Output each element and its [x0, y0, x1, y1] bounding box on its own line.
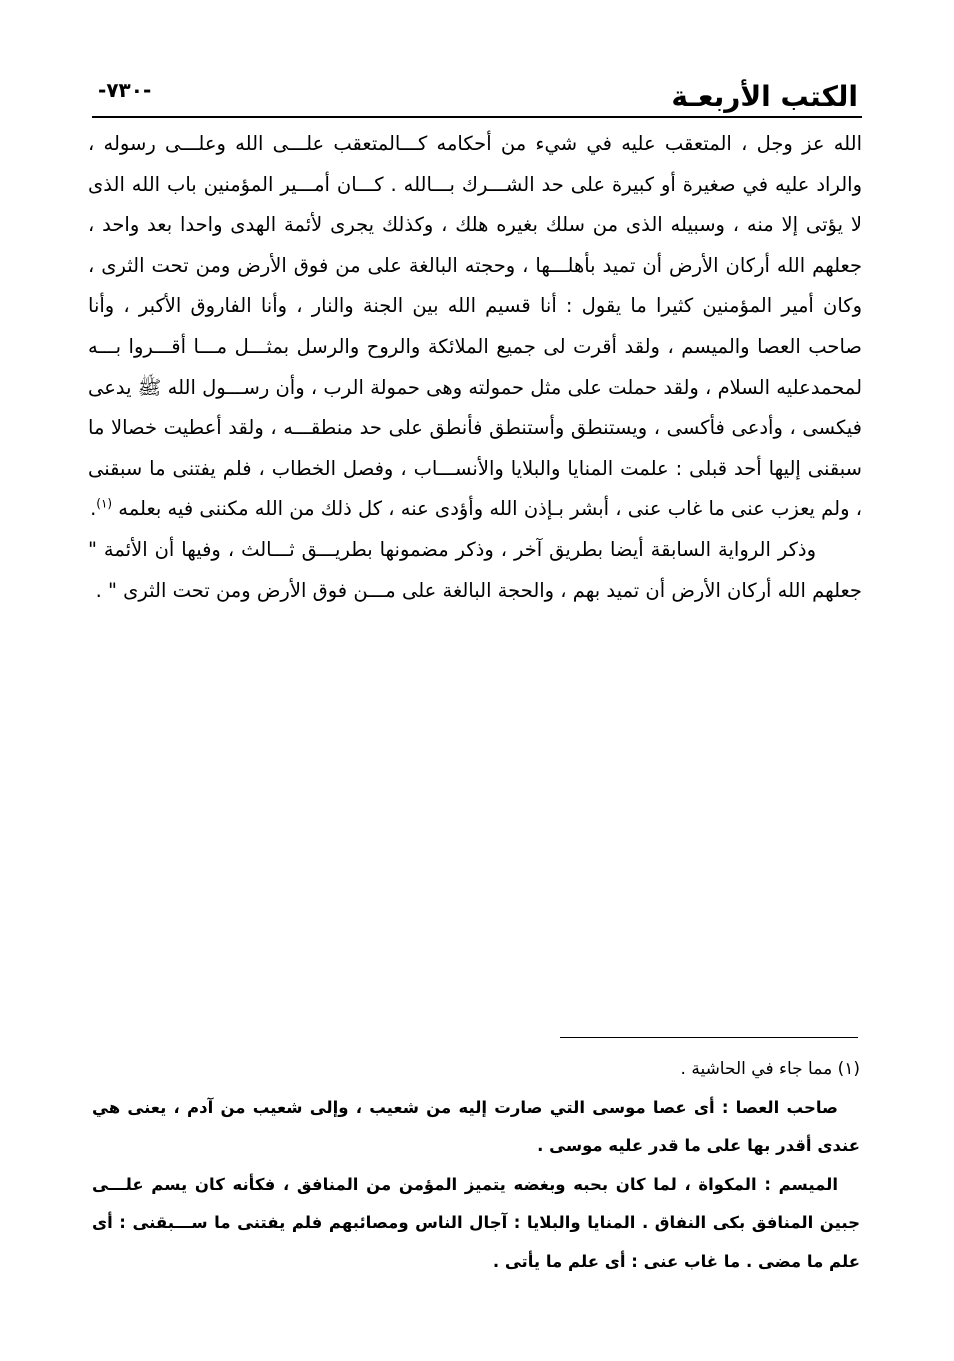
text-line: وذكر الرواية السابقة أيضا بطريق آخر ، وذكر مضمونها بطريـــق ثـــالث ، [227, 537, 816, 561]
footnote-line: هي عندى أقدر بها على ما قدر عليه موسى . [92, 1097, 860, 1155]
text-line: الله عز وجل ، المتعقب عليه في شيء من أحكامه كـــالمتعقب علـــى الله وعلـــى [165, 132, 862, 155]
text-line: وفصل الخطاب ، فلم يفتنى ما سبقنى ، ولم يعزب عنى ما غاب عنى ، أبشر بـإذن [88, 456, 862, 521]
text-line: الله وأؤدى عنه ، كل ذلك من الله مكننى فيه بعلمه [118, 497, 518, 521]
main-text [88, 124, 862, 611]
text-line: والميسم ، ولقد أقرت لى جميع الملائكة والروح والرسل بمثـــل مـــا أقـــروا بـــه [88, 334, 750, 358]
footnote-line: صاحب العصا : أى عصا موسى التي صارت إليه من شعيب ، وإلى شعيب من آدم ، يعنى [127, 1097, 838, 1117]
text-line: المؤمنين باب الله الذى لا يؤتى إلا منه ، وسبيله الذى من سلك بغيره هلك ، وكذلك [88, 172, 862, 237]
text-line: يجرى لأئمة الهدى واحدا بعد واحد ، جعلهم الله أركان الأرض أن تميد بأهلـــها ، [88, 213, 862, 277]
text-line: ﷺ يدعى فيكسى ، وأدعى فأكسى ، ويستنطق وأستنطق فأنطق على حد منطقـــه ، [88, 375, 862, 440]
text-line: ما يقول : أنا قسيم الله بين الجنة والنار ، وأنا الفاروق الأكبر ، وأنا صاحب العصا [88, 294, 862, 358]
text-line: وفيها أن الأئمة " جعلهم الله أركان الأرض أن تميد بهم ، والحجة البالغة على مـــن [88, 537, 862, 602]
text-line: ولقد أعطيت خصالا ما سبقنى إليها أحد قبلى : علمت المنايا والبلايا والأنســـاب ، [88, 416, 863, 480]
footnote-line: جبين المنافق بكى النفاق . المنايا والبلايا : آجال الناس ومصائبهم فلم يفتنى ما ســـبقنى : أى [92, 1213, 860, 1232]
footnote-note-staff [92, 1089, 860, 1166]
footnote-note-brand [92, 1166, 860, 1282]
footnote-1-heading: (١) مما جاء في الحاشية . [680, 1059, 860, 1079]
footnote-separator [560, 1037, 858, 1038]
text-line-end: . [90, 497, 97, 521]
page-header [92, 68, 862, 118]
paragraph-2 [88, 530, 862, 611]
running-title: الكتب الأربعـة [671, 80, 858, 113]
footnotes [92, 1050, 860, 1281]
text-line: فوق الأرض ومن تحت الثرى " . [95, 578, 348, 602]
text-line: وحجته البالغة على من فوق الأرض ومن تحت الثرى ، وكان أمير المؤمنين كثيرا [88, 253, 862, 318]
footnote-line: الميسم : المكواة ، لما كان بحبه وبغضه يتميز المؤمن من المنافق ، فكأنه كان يسم علـــى [92, 1174, 838, 1194]
footnote-line: علم ما مضى . ما غاب عنى : أى علم ما يأتى . [492, 1251, 860, 1271]
footnote-reference[interactable]: (١) [96, 496, 113, 511]
text-line: لمحمدعليه السلام ، ولقد حملت على مثل حمولته وهى حمولة الرب ، وأن رســـول الله [167, 375, 863, 399]
page-number: -٧٣٠- [98, 78, 152, 102]
paragraph-1 [88, 124, 862, 530]
text-line: رسوله ، والراد عليه في صغيرة أو كبيرة على حد الشـــرك بـــالله . كـــان أمـــير [88, 132, 862, 196]
